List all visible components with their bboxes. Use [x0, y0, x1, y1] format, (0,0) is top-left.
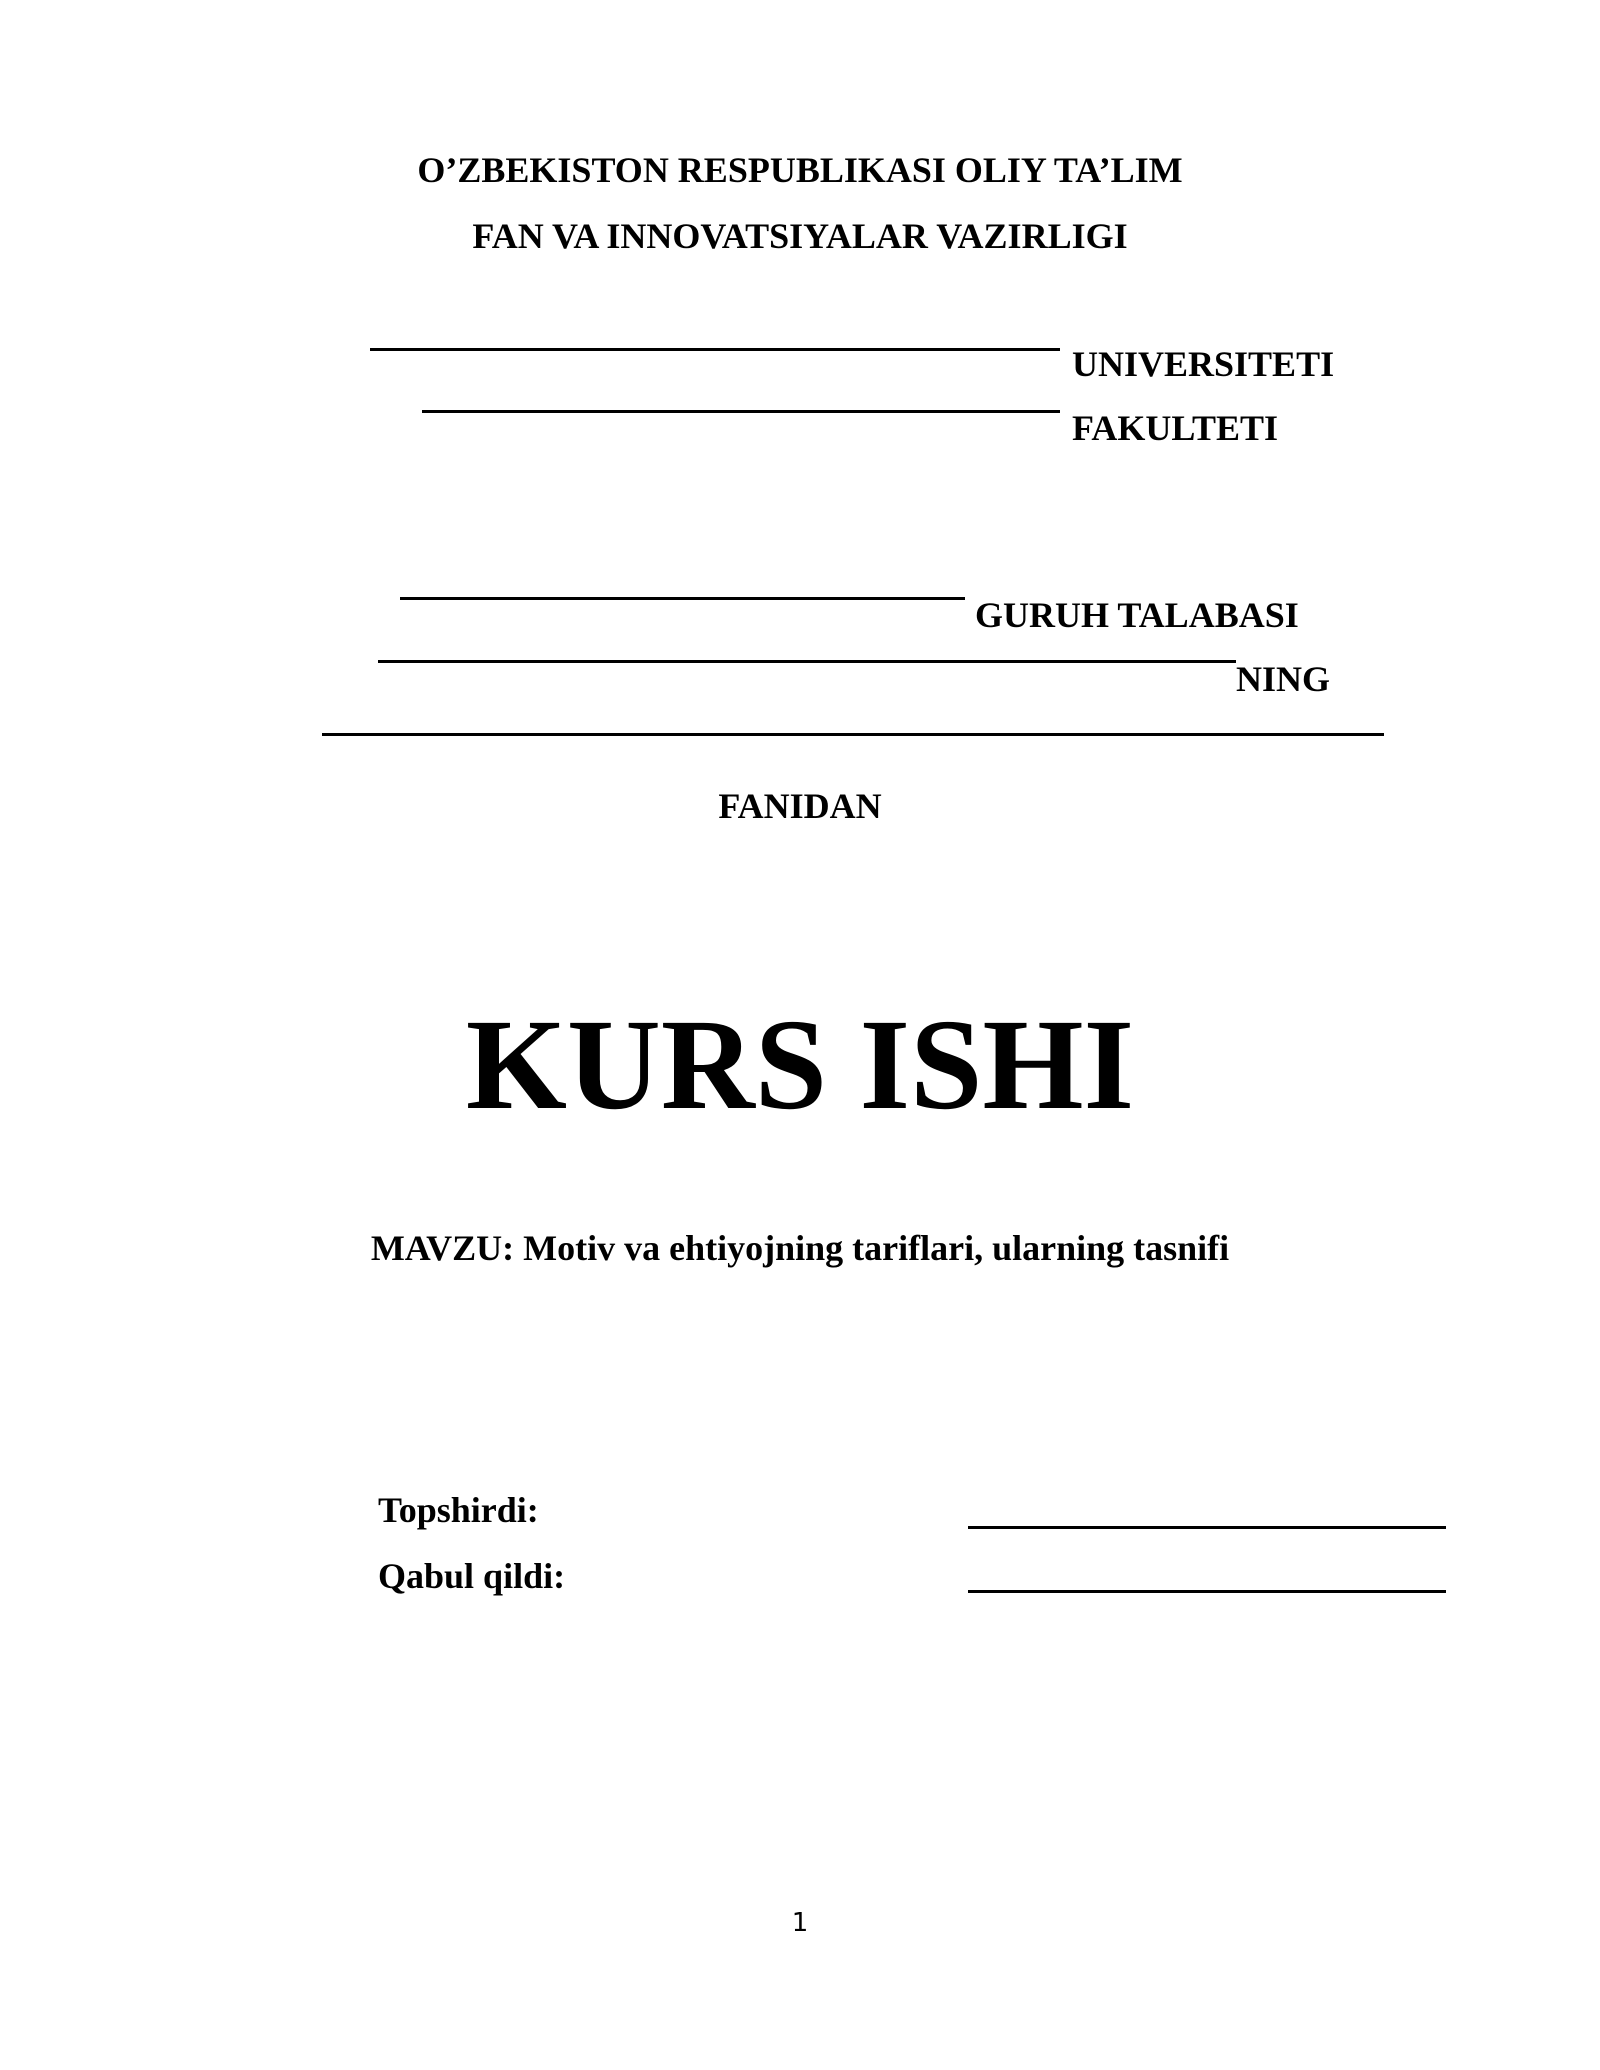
- student-genitive-suffix: NING: [1236, 659, 1331, 699]
- faculty-label: FAKULTETI: [1072, 408, 1279, 448]
- submitted-by-blank[interactable]: [968, 1526, 1446, 1529]
- subject-name-blank[interactable]: [322, 733, 1384, 736]
- accepted-by-label: Qabul qildi:: [378, 1556, 566, 1596]
- university-label: UNIVERSITETI: [1072, 344, 1335, 384]
- student-name-blank[interactable]: [378, 660, 1236, 663]
- accepted-by-blank[interactable]: [968, 1590, 1446, 1593]
- group-student-label: GURUH TALABASI: [975, 595, 1299, 635]
- university-name-blank[interactable]: [370, 348, 1060, 351]
- page-number: 1: [791, 1908, 809, 1938]
- faculty-name-blank[interactable]: [422, 410, 1060, 413]
- ministry-line-2: FAN VA INNOVATSIYALAR VAZIRLIGI: [472, 216, 1128, 256]
- ministry-line-1: O’ZBEKISTON RESPUBLIKASI OLIY TA’LIM: [417, 150, 1183, 190]
- document-title: KURS ISHI: [465, 993, 1135, 1137]
- submitted-by-label: Topshirdi:: [378, 1490, 539, 1530]
- group-number-blank[interactable]: [400, 597, 965, 600]
- subject-suffix-label: FANIDAN: [718, 786, 882, 826]
- topic-line: MAVZU: Motiv va ehtiyojning tariflari, ularning tasnifi: [370, 1228, 1230, 1268]
